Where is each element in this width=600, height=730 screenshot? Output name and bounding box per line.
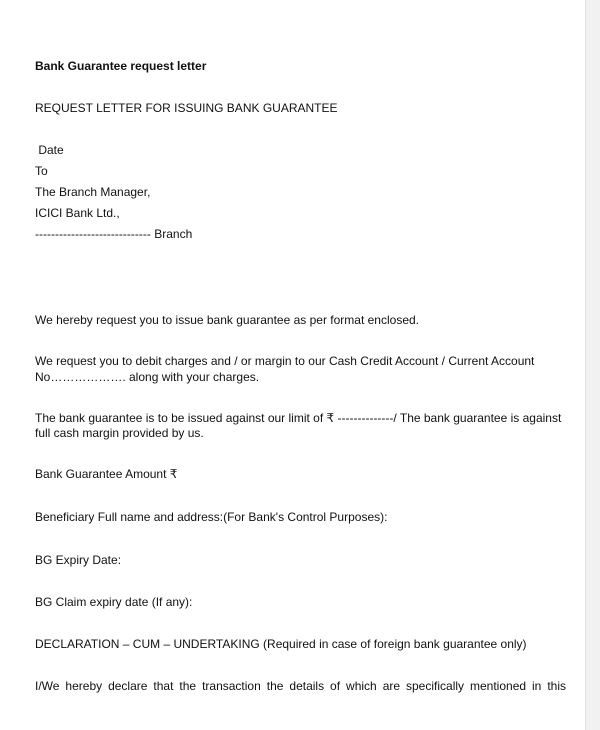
limit-paragraph-line-1: The bank guarantee is to be issued against our limit of ₹ --------------/ The bank guarantee is against [35,411,562,425]
recipient-title: The Branch Manager, [35,185,151,199]
field-bg-amount: Bank Guarantee Amount ₹ [35,467,178,481]
date-label: Date [35,143,64,157]
branch-line: ----------------------------- Branch [35,227,193,241]
limit-paragraph-line-2: full cash margin provided by us. [35,426,204,440]
letter-subject: REQUEST LETTER FOR ISSUING BANK GUARANTEE [35,101,338,115]
field-bg-expiry-date: BG Expiry Date: [35,553,122,567]
letter-heading: Bank Guarantee request letter [35,59,207,73]
bank-name: ICICI Bank Ltd., [35,206,120,220]
vertical-scrollbar[interactable] [585,0,600,730]
declaration-line-2-cut-off [35,703,566,709]
declaration-title: DECLARATION – CUM – UNDERTAKING (Required in case of foreign bank guarantee only) [35,637,527,651]
field-bg-claim-expiry-date: BG Claim expiry date (If any): [35,595,193,609]
debit-paragraph-line-2: No………………. along with your charges. [35,370,260,384]
declaration-line-1: I/We hereby declare that the transaction the details of which are specifically mentioned in this [35,679,566,693]
to-label: To [35,164,48,178]
debit-paragraph-line-1: We request you to debit charges and / or margin to our Cash Credit Account / Current Account [35,354,535,368]
field-beneficiary: Beneficiary Full name and address:(For Bank's Control Purposes): [35,510,388,524]
request-paragraph: We hereby request you to issue bank guarantee as per format enclosed. [35,313,420,327]
